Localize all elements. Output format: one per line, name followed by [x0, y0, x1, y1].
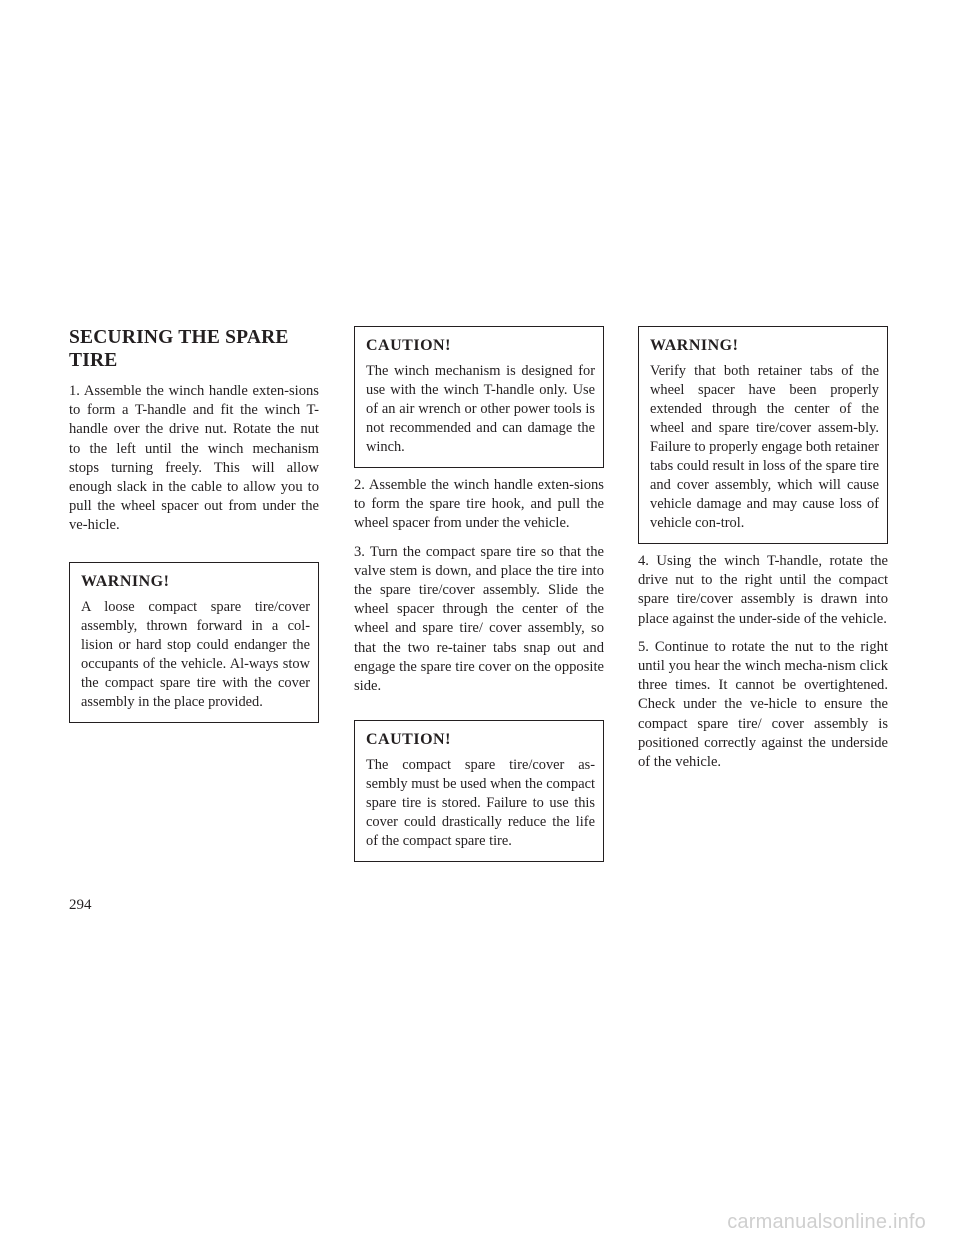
page-number: 294 [69, 897, 92, 913]
warning-text: A loose compact spare tire/cover assembly, thrown forward in a col-lision or hard stop could endanger the occupants of the vehicle. Al-ways stow the compact spare tire with the cover assembly in the place provided. [81, 598, 310, 710]
warning-title: WARNING! [650, 337, 739, 354]
caution-box [354, 720, 604, 862]
step-5: 5. Continue to rotate the nut to the right until you hear the winch mecha-nism click three times. It cannot be overtightened. Check under the ve-hicle to ensure the compact spare tire/ cover assembly is positioned correctly against the underside of the vehicle. [638, 638, 888, 771]
caution-box [354, 326, 604, 468]
step-4: 4. Using the winch T-handle, rotate the drive nut to the right until the compact spare tire/cover assembly is drawn into place against the under-side of the vehicle. [638, 553, 888, 627]
column-middle [354, 326, 604, 862]
caution-title: CAUTION! [366, 337, 451, 354]
caution-title: CAUTION! [366, 731, 451, 749]
column-left [69, 326, 319, 723]
step-3: 3. Turn the compact spare tire so that the valve stem is down, and place the tire into the spare tire/cover assembly. Slide the wheel spacer through the center of the wheel and spare tire/ cover assembly, so that the two re-tainer tabs snap out and engage the spare tire cover on the opposite side. [354, 543, 604, 695]
caution-text: The compact spare tire/cover as-sembly must be used when the compact spare tire is stored. Failure to use this cover could drastically reduce the life of the compact spare tire. [366, 757, 595, 850]
warning-box [69, 562, 319, 723]
warning-box [638, 326, 888, 544]
step-2: 2. Assemble the winch handle exten-sions to form the spare tire hook, and pull the wheel spacer from under the vehicle. [354, 477, 604, 532]
step-1: 1. Assemble the winch handle exten-sions to form a T-handle and fit the winch T-handle over the drive nut. Rotate the nut to the left until the winch mechanism stops turning freely. This will allow enough slack in the cable to allow you to pull the wheel spacer out from under the ve-hicle. [69, 383, 319, 534]
warning-text: Verify that both retainer tabs of the wheel spacer have been properly extended through the center of the wheel and spare tire/cover assem-bly. Failure to properly engage both retainer tabs could result in loss of the spare tire and cover assembly, which will cause vehicle damage and may cause loss of vehicle con-trol. [650, 363, 879, 531]
column-right [638, 326, 888, 781]
watermark: carmanualsonline.info [727, 1211, 926, 1233]
section-title: SECURING THE SPARE TIRE [69, 327, 289, 371]
warning-title: WARNING! [81, 572, 170, 590]
caution-text: The winch mechanism is designed for use with the winch T-handle only. Use of an air wrench or other power tools is not recommended and can damage the winch. [366, 363, 595, 455]
